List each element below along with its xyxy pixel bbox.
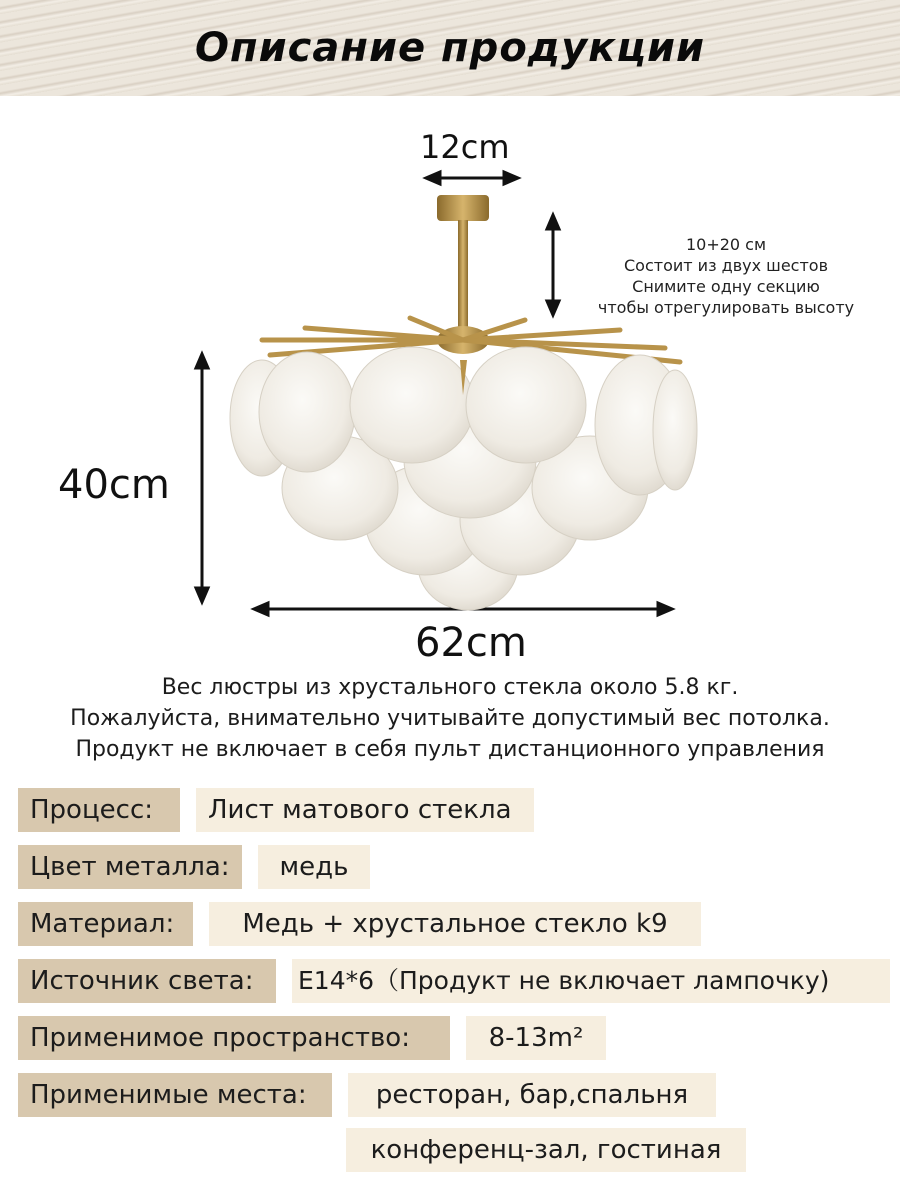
description — [0, 672, 900, 765]
dimension-width-label: 62cm — [415, 620, 527, 666]
rod-note-line: Состоит из двух шестов — [624, 256, 828, 275]
brass-arms — [262, 318, 680, 362]
spec-label-process: Процесс: — [18, 788, 180, 832]
spec-label-places: Применимые места: — [18, 1073, 332, 1117]
spec-label-light-source: Источник света: — [18, 959, 276, 1003]
description-line: Продукт не включает в себя пульт дистанционного управления — [75, 737, 825, 762]
spec-label-material: Материал: — [18, 902, 193, 946]
page-title: Описание продукции — [194, 25, 706, 71]
spec-label-space: Применимое пространство: — [18, 1016, 450, 1060]
spec-value-places: ресторан, бар,спальня — [348, 1073, 716, 1117]
spec-value-process: Лист матового стекла — [196, 788, 534, 832]
spec-value-material: Медь + хрустальное стекло k9 — [209, 902, 701, 946]
spec-value-light-source: E14*6（Продукт не включает лампочку) — [292, 959, 890, 1003]
rod-note — [566, 234, 886, 318]
spec-value-places-2: конференц-зал, гостиная — [346, 1128, 746, 1172]
spec-value-metal-color: медь — [258, 845, 370, 889]
spec-value-space: 8-13m² — [466, 1016, 606, 1060]
rod-note-line: 10+20 см — [685, 235, 767, 254]
description-line: Пожалуйста, внимательно учитывайте допустимый вес потолка. — [70, 706, 830, 731]
description-line: Вес люстры из хрустального стекла около 5.8 кг. — [161, 675, 739, 700]
dimension-arrow-height — [196, 354, 208, 602]
rod-note-line: чтобы отрегулировать высоту — [597, 298, 855, 317]
spec-label-metal-color: Цвет металла: — [18, 845, 242, 889]
rod-note-line: Снимите одну секцию — [632, 277, 820, 296]
dimension-top-label: 12cm — [420, 128, 510, 166]
dimension-arrow-rod — [547, 215, 559, 315]
dimension-arrow-top — [426, 172, 518, 184]
dimension-height-label: 40cm — [58, 462, 170, 508]
